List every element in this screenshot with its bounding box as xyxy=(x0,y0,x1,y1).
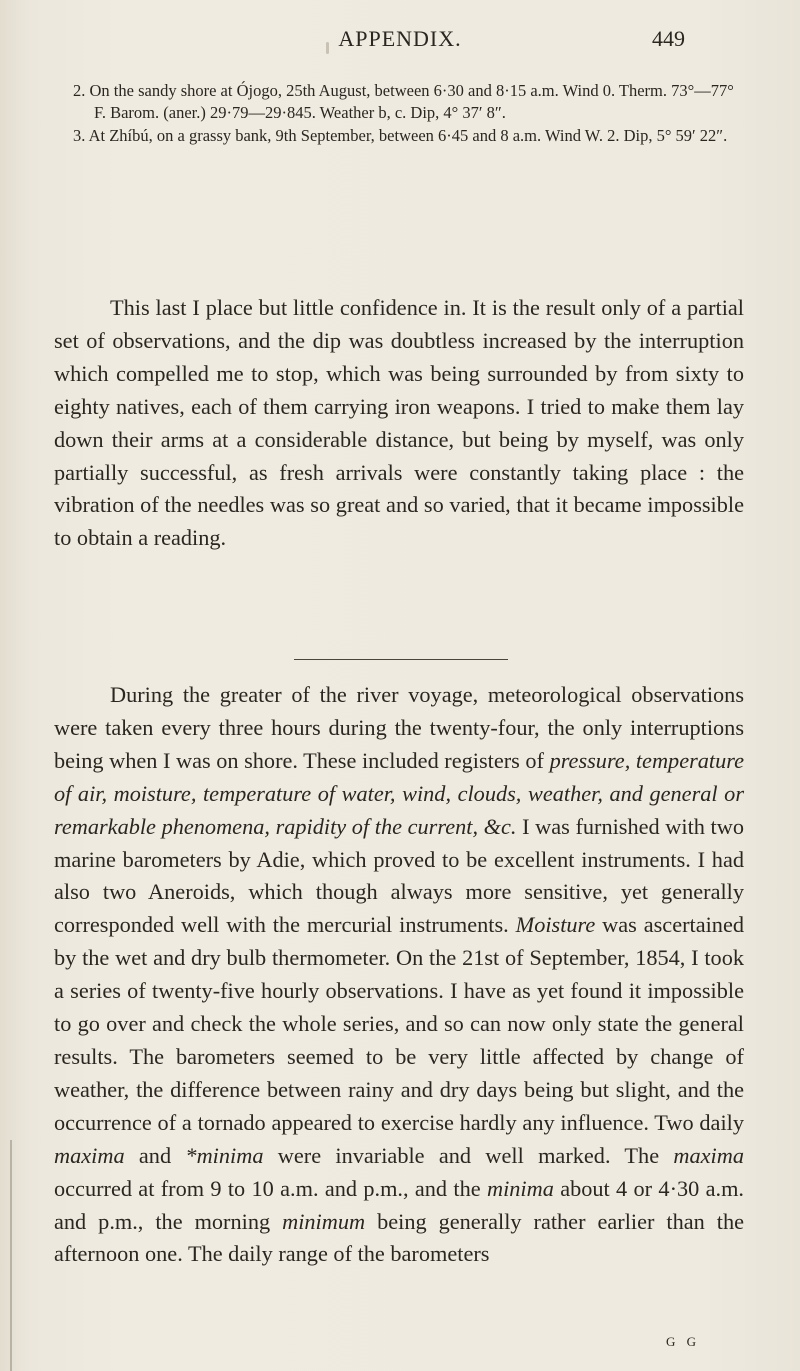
text-run: During the greater of the river voyage, meteorological observations were taken every three hours during the twenty-four, the only interruptions being when I was on shore. These included registers of xyxy=(54,682,744,773)
italic-run: Moisture xyxy=(515,912,596,938)
running-title: APPENDIX. xyxy=(338,26,462,51)
page-fold-line xyxy=(10,1140,12,1371)
text-run: I was furnished with two marine barometers by Adie, which proved to be excellent instruments. I had also two Aneroids, which though always more sensitive, yet generally corresponded well with the mercurial instruments. xyxy=(54,813,744,938)
text-run: being generally rather earlier than the afternoon one. The daily range of the barometers xyxy=(54,1208,744,1267)
body-paragraph xyxy=(54,679,744,1271)
italic-run: maxima xyxy=(673,1142,744,1168)
paragraph-meteorology xyxy=(54,679,744,1271)
section-divider xyxy=(294,659,508,660)
text-run: and xyxy=(124,1142,186,1168)
italic-run: *minima xyxy=(185,1142,264,1168)
text-run: was ascertained by the wet and dry bulb thermometer. On the 21st of September, 1854, I took a series of twenty-five hourly observations. I have as yet found it impossible to go over and check the whole series, and so can now only state the general results. The barometers seemed to be very little affected by change of weather, the difference between rainy and dry days being but slight, and the occurrence of a tornado appeared to exercise hardly any influence. Two daily xyxy=(54,912,744,1135)
printer-signature-mark: G G xyxy=(665,1334,700,1349)
page-number: 449 xyxy=(652,26,685,51)
body-paragraph: This last I place but little confidence in. It is the result only of a partial set of observations, and the dip was doubtless increased by the interruption which compelled me to stop, which was being surrounded by from sixty to eighty natives, each of them carrying iron weapons. I tried to make them lay down their arms at a considerable distance, but being by myself, was only partially successful, as fresh arrivals were constantly taking place : the vibration of the needles was so great and so varied, that it became impossible to obtain a reading. xyxy=(54,295,744,551)
observation-item: 2. On the sandy shore at Ójogo, 25th August, between 6·30 and 8·15 a.m. Wind 0. Therm. 73°—77° F. Barom. (aner.) 29·79—29·845. Weather b, c. Dip, 4° 37′ 8″. xyxy=(73,81,734,122)
text-run: occurred at from 9 to 10 a.m. and p.m., and the xyxy=(54,1175,487,1201)
text-run: about 4 or 4·30 a.m. and p.m., the morning xyxy=(54,1175,744,1234)
text-run: were invariable and well marked. The xyxy=(263,1142,674,1168)
page-header xyxy=(0,26,800,66)
observation-list xyxy=(54,80,744,148)
italic-run: pressure, temperature of air, moisture, temperature of water, wind, clouds, weather, and general or remarkable phenomena, rapidity of the current, &c. xyxy=(54,747,745,839)
observation-item: 3. At Zhíbú, on a grassy bank, 9th September, between 6·45 and 8 a.m. Wind W. 2. Dip, 5° 59′ 22″. xyxy=(73,126,728,145)
italic-run: minima xyxy=(486,1175,554,1201)
paragraph-dip-confidence xyxy=(54,292,744,555)
italic-run: minimum xyxy=(282,1208,366,1234)
italic-run: maxima xyxy=(54,1142,125,1168)
